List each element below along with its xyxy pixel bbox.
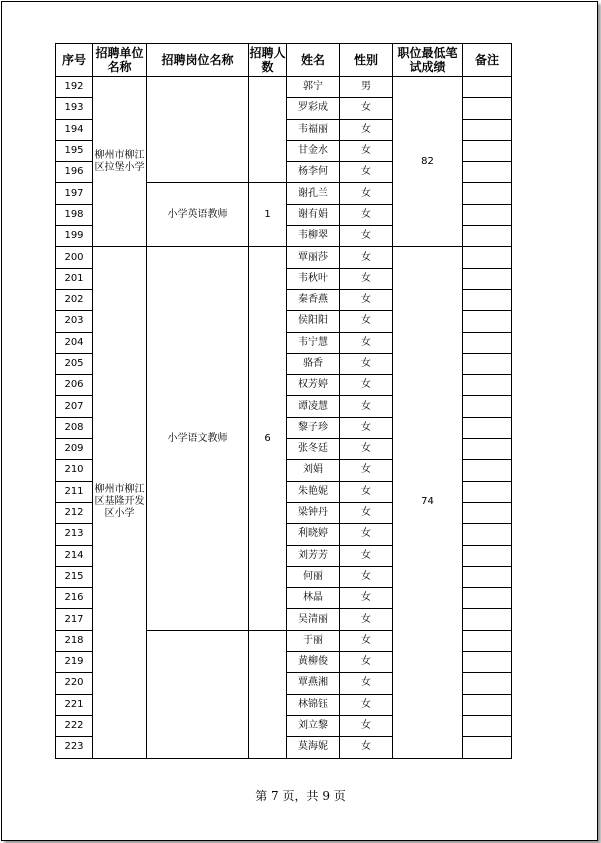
cell-name: 林晶	[287, 588, 340, 609]
cell-seq: 201	[56, 268, 93, 289]
header-notes: 备注	[463, 44, 512, 77]
cell-name: 郭宁	[287, 77, 340, 98]
cell-seq: 217	[56, 609, 93, 630]
cell-seq: 206	[56, 375, 93, 396]
cell-gender: 女	[340, 652, 393, 673]
cell-name: 黎子珍	[287, 417, 340, 438]
cell-seq: 222	[56, 715, 93, 736]
cell-seq: 203	[56, 311, 93, 332]
cell-name: 权芳婷	[287, 375, 340, 396]
cell-notes	[463, 77, 512, 98]
cell-gender: 女	[340, 524, 393, 545]
cell-min-score-english: 82	[393, 77, 463, 247]
cell-notes	[463, 652, 512, 673]
cell-seq: 220	[56, 673, 93, 694]
cell-seq: 209	[56, 439, 93, 460]
cell-seq: 192	[56, 77, 93, 98]
cell-seq: 194	[56, 119, 93, 140]
cell-name: 谢孔兰	[287, 183, 340, 204]
page-number-footer: 第 7 页，共 9 页	[255, 789, 346, 803]
cell-name: 骆香	[287, 353, 340, 374]
cell-seq: 215	[56, 566, 93, 587]
cell-notes	[463, 439, 512, 460]
cell-name: 刘芳芳	[287, 545, 340, 566]
cell-name: 侯阳阳	[287, 311, 340, 332]
cell-name: 何丽	[287, 566, 340, 587]
cell-seq: 207	[56, 396, 93, 417]
cell-notes	[463, 609, 512, 630]
cell-gender: 女	[340, 502, 393, 523]
cell-seq: 212	[56, 502, 93, 523]
cell-gender: 女	[340, 311, 393, 332]
cell-notes	[463, 247, 512, 268]
cell-notes	[463, 204, 512, 225]
cell-notes	[463, 119, 512, 140]
cell-gender: 女	[340, 268, 393, 289]
cell-gender: 女	[340, 694, 393, 715]
cell-position-blank	[147, 77, 249, 183]
cell-gender: 女	[340, 353, 393, 374]
cell-notes	[463, 481, 512, 502]
cell-gender: 女	[340, 545, 393, 566]
cell-name: 谭凌慧	[287, 396, 340, 417]
cell-gender: 女	[340, 226, 393, 247]
cell-seq: 221	[56, 694, 93, 715]
cell-name: 秦香燕	[287, 289, 340, 310]
cell-gender: 女	[340, 588, 393, 609]
table-row	[56, 77, 512, 98]
header-seq: 序号	[56, 44, 93, 77]
header-min-score: 职位最低笔试成绩	[393, 44, 463, 77]
cell-position-english: 小学英语教师	[147, 183, 249, 247]
cell-seq: 200	[56, 247, 93, 268]
cell-seq: 193	[56, 98, 93, 119]
cell-gender: 女	[340, 375, 393, 396]
header-position: 招聘岗位名称	[147, 44, 249, 77]
cell-seq: 216	[56, 588, 93, 609]
cell-gender: 女	[340, 481, 393, 502]
cell-gender: 女	[340, 183, 393, 204]
header-quota: 招聘人数	[249, 44, 287, 77]
cell-notes	[463, 353, 512, 374]
cell-seq: 199	[56, 226, 93, 247]
cell-gender: 女	[340, 609, 393, 630]
cell-gender: 女	[340, 140, 393, 161]
cell-notes	[463, 268, 512, 289]
table-header-row	[56, 44, 512, 77]
table-row	[56, 247, 512, 268]
cell-name: 韦宁慧	[287, 332, 340, 353]
cell-notes	[463, 289, 512, 310]
cell-seq: 208	[56, 417, 93, 438]
cell-gender: 女	[340, 162, 393, 183]
cell-seq: 196	[56, 162, 93, 183]
cell-name: 韦福丽	[287, 119, 340, 140]
cell-quota-blank	[249, 77, 287, 183]
cell-name: 刘立黎	[287, 715, 340, 736]
cell-gender: 女	[340, 289, 393, 310]
cell-notes	[463, 98, 512, 119]
cell-gender: 女	[340, 460, 393, 481]
cell-name: 于丽	[287, 630, 340, 651]
cell-gender: 男	[340, 77, 393, 98]
cell-seq: 204	[56, 332, 93, 353]
cell-quota-chinese: 6	[249, 247, 287, 630]
cell-notes	[463, 630, 512, 651]
cell-name: 韦柳翠	[287, 226, 340, 247]
cell-name: 覃丽莎	[287, 247, 340, 268]
cell-seq: 211	[56, 481, 93, 502]
cell-gender: 女	[340, 566, 393, 587]
cell-gender: 女	[340, 439, 393, 460]
cell-notes	[463, 417, 512, 438]
cell-name: 林锦钰	[287, 694, 340, 715]
cell-position-blank	[147, 630, 249, 758]
cell-notes	[463, 460, 512, 481]
cell-notes	[463, 715, 512, 736]
cell-name: 刘娟	[287, 460, 340, 481]
cell-seq: 214	[56, 545, 93, 566]
cell-gender: 女	[340, 119, 393, 140]
header-name: 姓名	[287, 44, 340, 77]
cell-gender: 女	[340, 396, 393, 417]
cell-notes	[463, 140, 512, 161]
cell-notes	[463, 375, 512, 396]
cell-gender: 女	[340, 204, 393, 225]
cell-notes	[463, 162, 512, 183]
cell-seq: 223	[56, 737, 93, 758]
cell-notes	[463, 502, 512, 523]
cell-name: 张冬廷	[287, 439, 340, 460]
cell-unit-jilong: 柳州市柳江区基隆开发区小学	[93, 247, 147, 758]
cell-notes	[463, 332, 512, 353]
cell-name: 朱艳妮	[287, 481, 340, 502]
cell-name: 韦秋叶	[287, 268, 340, 289]
cell-name: 吴清丽	[287, 609, 340, 630]
cell-position-chinese: 小学语文教师	[147, 247, 249, 630]
cell-quota-blank	[249, 630, 287, 758]
cell-seq: 197	[56, 183, 93, 204]
cell-min-score-chinese: 74	[393, 247, 463, 758]
cell-gender: 女	[340, 630, 393, 651]
header-gender: 性别	[340, 44, 393, 77]
cell-name: 甘金水	[287, 140, 340, 161]
cell-gender: 女	[340, 715, 393, 736]
cell-seq: 213	[56, 524, 93, 545]
cell-name: 杨李何	[287, 162, 340, 183]
recruitment-table	[55, 43, 512, 759]
cell-notes	[463, 588, 512, 609]
cell-seq: 195	[56, 140, 93, 161]
cell-notes	[463, 524, 512, 545]
cell-notes	[463, 396, 512, 417]
cell-seq: 210	[56, 460, 93, 481]
cell-seq: 205	[56, 353, 93, 374]
cell-notes	[463, 694, 512, 715]
cell-notes	[463, 566, 512, 587]
cell-name: 莫海妮	[287, 737, 340, 758]
cell-name: 谢有娟	[287, 204, 340, 225]
header-unit: 招聘单位名称	[93, 44, 147, 77]
cell-seq: 218	[56, 630, 93, 651]
cell-name: 梁钟丹	[287, 502, 340, 523]
cell-name: 覃燕湘	[287, 673, 340, 694]
cell-name: 罗彩成	[287, 98, 340, 119]
cell-notes	[463, 183, 512, 204]
cell-gender: 女	[340, 247, 393, 268]
cell-name: 黄柳俊	[287, 652, 340, 673]
cell-name: 利晓婷	[287, 524, 340, 545]
cell-seq: 198	[56, 204, 93, 225]
cell-notes	[463, 545, 512, 566]
cell-notes	[463, 311, 512, 332]
cell-quota-english: 1	[249, 183, 287, 247]
cell-unit-lajing: 柳州市柳江区拉堡小学	[93, 77, 147, 247]
cell-gender: 女	[340, 737, 393, 758]
cell-gender: 女	[340, 673, 393, 694]
cell-notes	[463, 673, 512, 694]
cell-notes	[463, 737, 512, 758]
cell-notes	[463, 226, 512, 247]
cell-gender: 女	[340, 417, 393, 438]
cell-gender: 女	[340, 332, 393, 353]
cell-seq: 202	[56, 289, 93, 310]
cell-seq: 219	[56, 652, 93, 673]
cell-gender: 女	[340, 98, 393, 119]
